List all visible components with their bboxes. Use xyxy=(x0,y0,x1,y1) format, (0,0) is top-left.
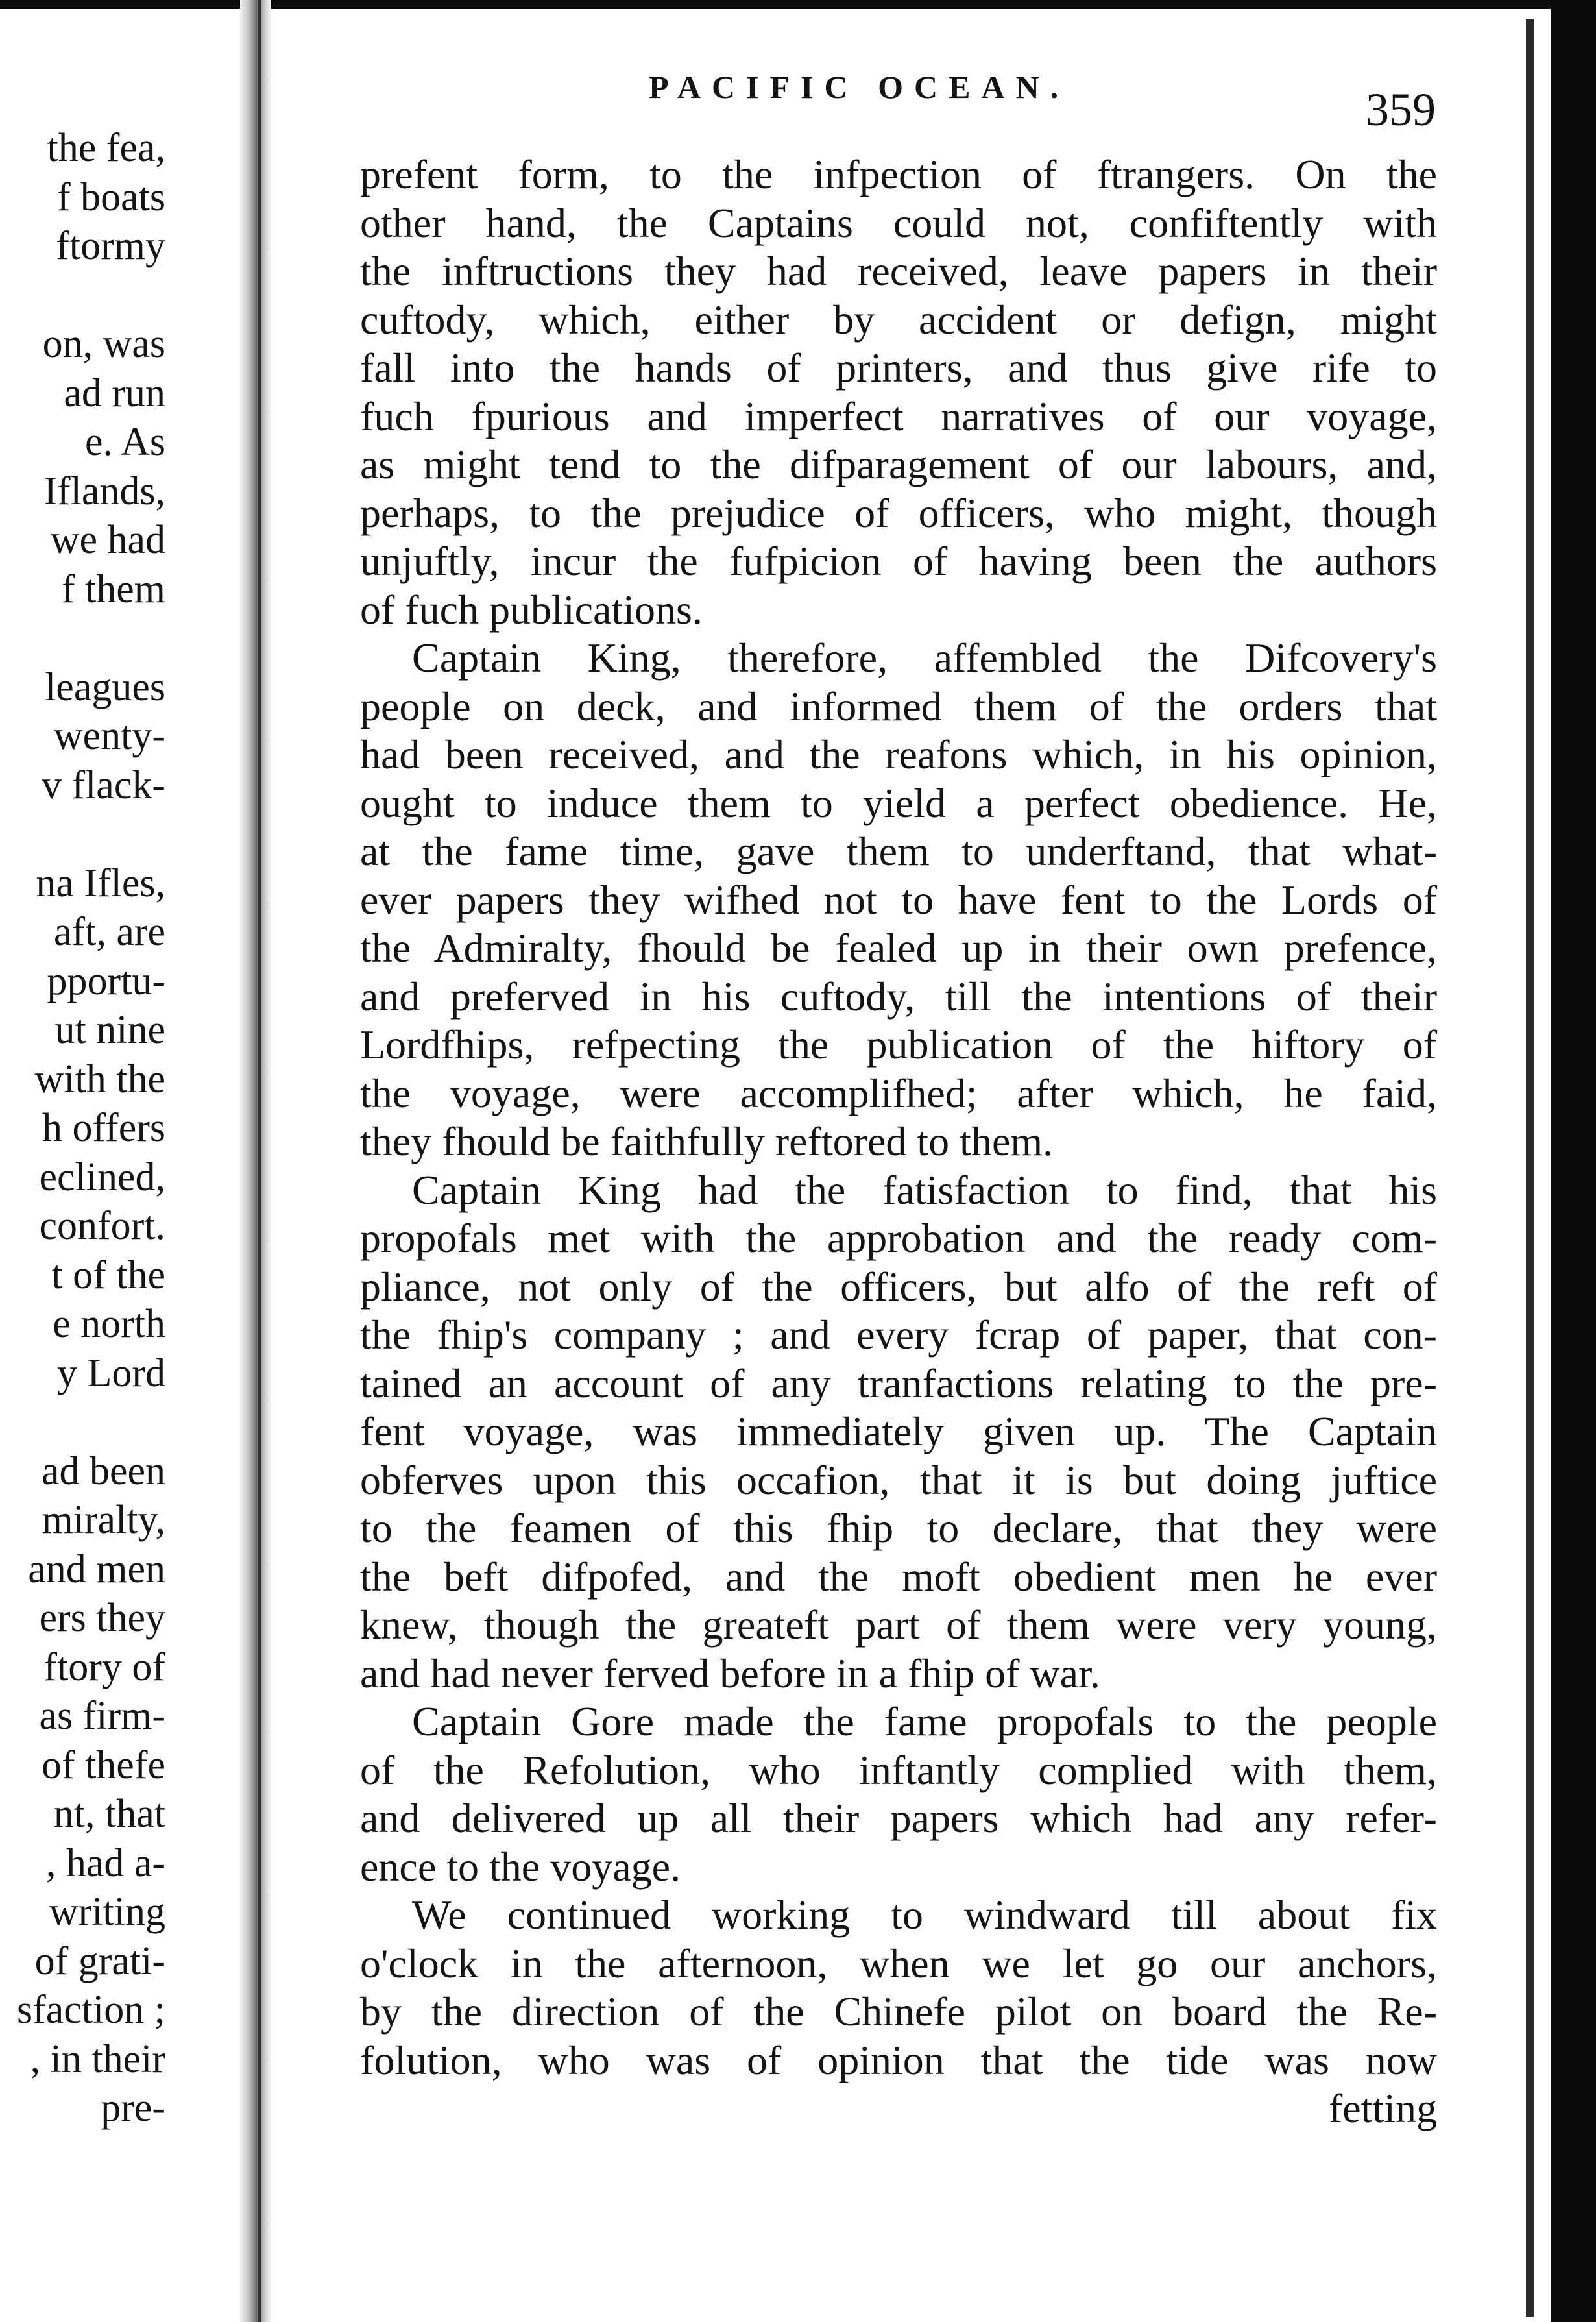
text-line: ever papers they wifhed not to have fent to the Lords of xyxy=(360,876,1437,923)
text-line: Captain King had the fatisfaction to find, that his xyxy=(412,1166,1437,1213)
left-fragment-line: na Ifles, xyxy=(36,861,165,905)
left-fragment-line: of thefe xyxy=(41,1742,165,1787)
left-fragment-line: e north xyxy=(53,1302,165,1346)
text-line: pliance, not only of the officers, but alfo of the reft of xyxy=(360,1263,1437,1310)
page-number: 359 xyxy=(1366,84,1436,136)
left-fragment-line: leagues xyxy=(45,665,165,709)
text-line: folution, who was of opinion that the tide was now xyxy=(360,2036,1437,2083)
text-line: prefent form, to the infpection of ftrangers. On the xyxy=(360,151,1437,197)
left-fragment-line: we had xyxy=(50,518,165,562)
left-fragment-line: pre- xyxy=(101,2086,165,2130)
text-line: cuftody, which, either by accident or defign, might xyxy=(360,296,1437,343)
left-fragment-line: h offers xyxy=(42,1106,165,1150)
left-fragment-line: e. As xyxy=(85,420,165,464)
left-fragment-line: nt, that xyxy=(53,1792,165,1836)
left-fragment-line: sfaction ; xyxy=(17,1988,165,2032)
text-line: propofals met with the approbation and the ready com- xyxy=(360,1215,1437,1261)
left-fragment-line: , had a- xyxy=(45,1840,165,1885)
scan-top-border xyxy=(0,0,1596,9)
page-edge-line xyxy=(1526,19,1534,2317)
text-line: of fuch publications. xyxy=(360,586,703,633)
left-fragment-line: f boats xyxy=(56,175,165,219)
text-line: the Admiralty, fhould be fealed up in their own prefence, xyxy=(360,925,1437,971)
left-fragment-line: t of the xyxy=(51,1253,165,1297)
left-fragment-line: of grati- xyxy=(34,1938,165,1983)
left-fragment-line: ftory of xyxy=(43,1644,165,1689)
text-line: and preferved in his cuftody, till the intentions of their xyxy=(360,973,1437,1020)
text-line: obferves upon this occafion, that it is but doing juftice xyxy=(360,1456,1437,1503)
text-line: unjuftly, incur the fufpicion of having been the authors xyxy=(360,538,1437,584)
left-fragment-line: ad been xyxy=(41,1448,165,1493)
text-line: the beft difpofed, and the moft obedient men he ever xyxy=(360,1553,1437,1600)
text-line: the fhip's company ; and every fcrap of paper, that con- xyxy=(360,1312,1437,1358)
text-line: people on deck, and informed them of the orders that xyxy=(360,683,1437,729)
left-fragment-line: v flack- xyxy=(41,763,165,807)
left-fragment-line: writing xyxy=(49,1890,165,1934)
text-line: the inftructions they had received, leave papers in their xyxy=(360,248,1437,294)
text-line: perhaps, to the prejudice of officers, who might, though xyxy=(360,489,1437,536)
text-line: ought to induce them to yield a perfect obedience. He, xyxy=(360,779,1437,826)
left-fragment-line: as firm- xyxy=(39,1694,165,1738)
left-fragment-line: ftormy xyxy=(56,224,165,268)
text-line: and had never ferved before in a fhip of war. xyxy=(360,1650,1100,1696)
left-fragment-line: ad run xyxy=(64,371,165,415)
left-fragment-line: pportu- xyxy=(47,959,165,1003)
text-line: Lordfhips, refpecting the publication of the hiftory of xyxy=(360,1021,1437,1068)
book-gutter xyxy=(240,0,271,2322)
text-line: as might tend to the difparagement of our labours, and, xyxy=(360,441,1437,487)
scan-right-border xyxy=(1551,0,1596,2322)
running-header: PACIFIC OCEAN. xyxy=(649,69,1070,105)
text-line: the voyage, were accomplifhed; after which, he faid, xyxy=(360,1069,1437,1116)
left-fragment-line: ers they xyxy=(39,1596,165,1640)
left-fragment-line: Iflands, xyxy=(43,469,165,513)
left-fragment-line: eclined, xyxy=(39,1155,165,1199)
text-line: had been received, and the reafons which, in his opinion, xyxy=(360,731,1437,777)
text-line: We continued working to windward till about fix xyxy=(412,1892,1437,1938)
text-line: fuch fpurious and imperfect narratives of our voyage, xyxy=(360,393,1437,439)
text-line: fent voyage, was immediately given up. The Captain xyxy=(360,1408,1437,1454)
body-text xyxy=(360,151,1437,2133)
text-line: o'clock in the afternoon, when we let go our anchors, xyxy=(360,1940,1437,1986)
text-line: Captain Gore made the fame propofals to the people xyxy=(412,1698,1437,1744)
text-line: by the direction of the Chinefe pilot on board the Re- xyxy=(360,1988,1437,2035)
left-fragment-line: f them xyxy=(61,567,165,611)
text-line: tained an account of any tranfactions relating to the pre- xyxy=(360,1360,1437,1406)
text-line: fall into the hands of printers, and thus give rife to xyxy=(360,345,1437,391)
text-line: of the Refolution, who inftantly complied with them, xyxy=(360,1746,1437,1793)
text-line: knew, though the greateft part of them were very young, xyxy=(360,1602,1437,1648)
left-fragment-line: y Lord xyxy=(56,1350,165,1395)
text-line: fetting xyxy=(1328,2085,1437,2131)
left-fragment-line: ut nine xyxy=(54,1008,165,1052)
left-fragment-line: , in their xyxy=(30,2036,165,2081)
gutter-shadow-line xyxy=(258,0,261,2322)
text-line: they fhould be faithfully reftored to them. xyxy=(360,1118,1054,1164)
left-fragment-line: aft, are xyxy=(53,910,165,954)
text-line: ence to the voyage. xyxy=(360,1843,681,1890)
left-fragment-line: miralty, xyxy=(42,1498,165,1542)
left-fragment-line: confort. xyxy=(39,1204,165,1248)
left-fragment-line: the fea, xyxy=(47,126,165,170)
left-fragment-line: on, was xyxy=(42,322,165,366)
left-fragment-line: wenty- xyxy=(53,714,165,758)
text-line: and delivered up all their papers which had any refer- xyxy=(360,1795,1437,1841)
left-fragment-line: with the xyxy=(34,1057,165,1101)
left-fragment-line: and men xyxy=(28,1546,165,1591)
text-line: Captain King, therefore, affembled the Difcovery's xyxy=(412,635,1437,681)
text-line: other hand, the Captains could not, confiftently with xyxy=(360,199,1437,246)
text-line: to the feamen of this fhip to declare, that they were xyxy=(360,1505,1437,1551)
text-line: at the fame time, gave them to underftand, that what- xyxy=(360,828,1437,874)
